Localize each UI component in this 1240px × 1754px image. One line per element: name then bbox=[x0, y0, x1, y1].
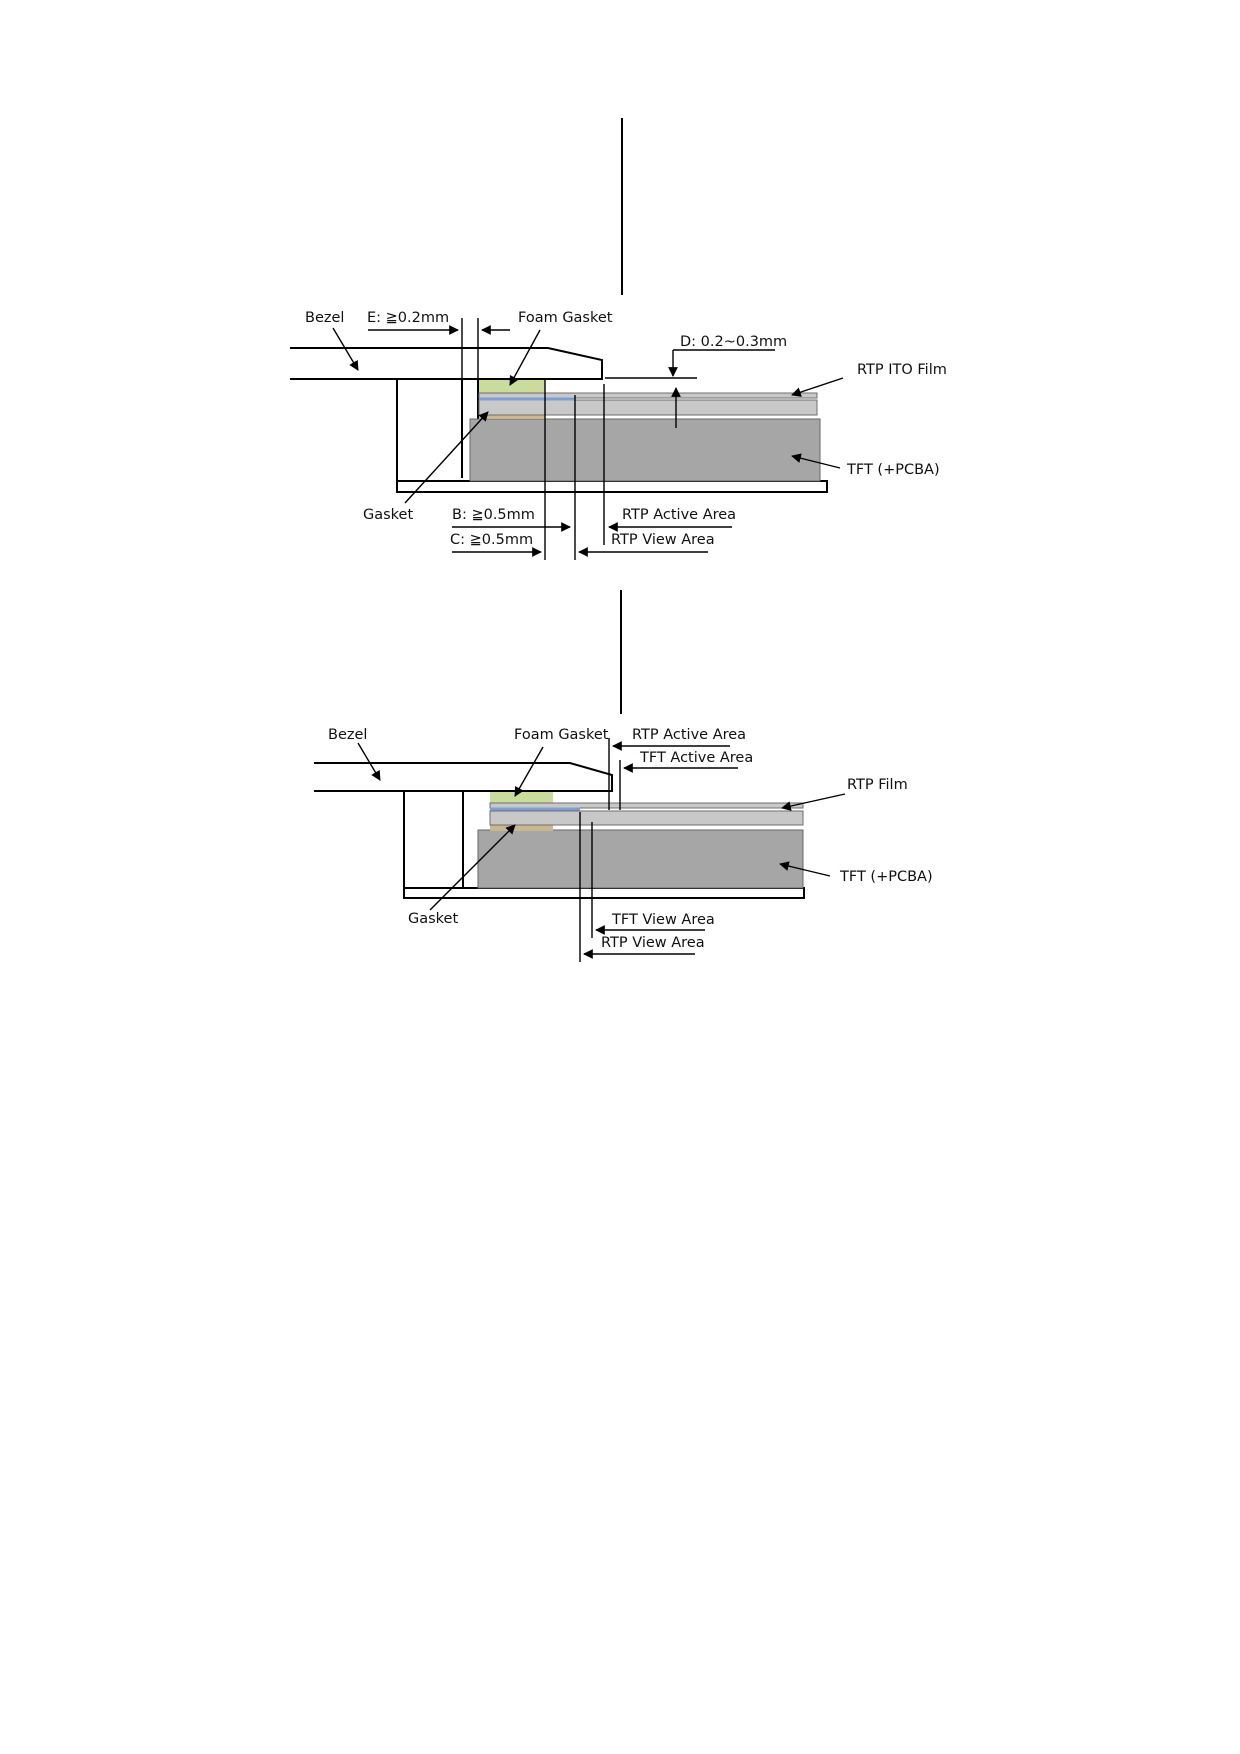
label-rtp-active-area-1: RTP Active Area bbox=[622, 507, 737, 523]
bezel-1 bbox=[290, 348, 602, 379]
rtp-film-lower-2 bbox=[490, 811, 803, 825]
label-rtp-ito-film-1: RTP ITO Film bbox=[857, 362, 947, 378]
label-rtp-view-area-1: RTP View Area bbox=[611, 532, 715, 548]
rtp-ito-film-1 bbox=[479, 393, 817, 398]
label-gasket-1: Gasket bbox=[363, 507, 414, 523]
label-bezel-2: Bezel bbox=[328, 727, 368, 743]
foam-gasket-block-2 bbox=[490, 792, 553, 804]
label-foam-gasket-2: Foam Gasket bbox=[514, 727, 609, 743]
rtp-film-2 bbox=[490, 803, 803, 808]
rtp-ito-leader-1 bbox=[792, 378, 843, 395]
foam-gasket-leader-1 bbox=[510, 330, 540, 385]
tft-block-1 bbox=[470, 419, 820, 481]
label-gasket-2: Gasket bbox=[408, 911, 459, 927]
tft-block-2 bbox=[478, 830, 803, 888]
label-foam-gasket-1: Foam Gasket bbox=[518, 310, 613, 326]
label-rtp-active-area-2: RTP Active Area bbox=[632, 727, 747, 743]
label-dim-c-1: C: ≧0.5mm bbox=[450, 532, 534, 548]
base-plate-2 bbox=[404, 888, 804, 898]
foam-gasket-leader-2 bbox=[515, 747, 543, 796]
label-rtp-view-area-2: RTP View Area bbox=[601, 935, 705, 951]
label-dim-d-1: D: 0.2~0.3mm bbox=[680, 334, 788, 350]
rtp-film-lower-1 bbox=[479, 400, 817, 415]
rtp-film-leader-2 bbox=[782, 794, 845, 808]
label-bezel-1: Bezel bbox=[305, 310, 345, 326]
bezel-2 bbox=[314, 763, 612, 791]
label-dim-e-1: E: ≧0.2mm bbox=[367, 310, 450, 326]
label-tft-pcba-1: TFT (+PCBA) bbox=[847, 462, 940, 478]
label-tft-active-area-2: TFT Active Area bbox=[640, 750, 754, 766]
base-plate-1 bbox=[397, 481, 827, 492]
label-tft-view-area-2: TFT View Area bbox=[612, 912, 715, 928]
label-rtp-film-2: RTP Film bbox=[847, 777, 908, 793]
diagram-1 bbox=[290, 118, 947, 560]
bezel-leader-2 bbox=[358, 743, 380, 780]
diagram-2 bbox=[314, 590, 933, 962]
label-tft-pcba-2: TFT (+PCBA) bbox=[840, 869, 933, 885]
label-dim-b-1: B: ≧0.5mm bbox=[452, 507, 535, 523]
